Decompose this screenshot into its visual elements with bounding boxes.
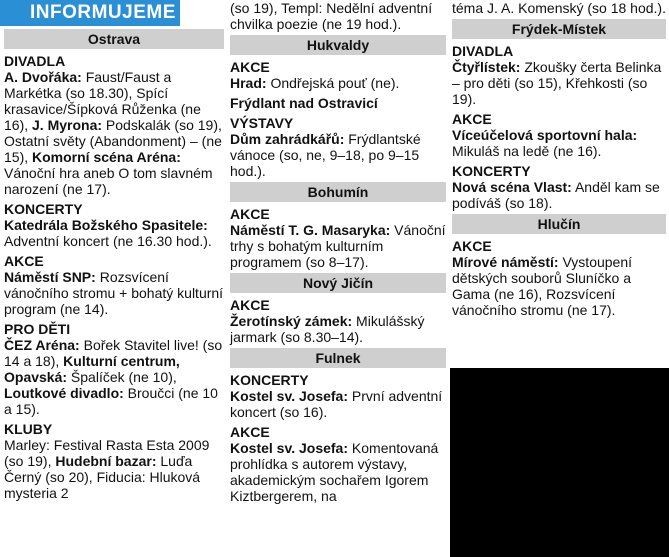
section-heading: AKCE [4, 253, 44, 269]
venue-name: J. Myrona: [32, 117, 103, 133]
venue-name: Katedrála Božského Spasitele: [4, 217, 208, 233]
section-heading: AKCE [452, 111, 492, 127]
city-header: Ostrava [4, 29, 224, 49]
listing-detail: Špalíček (ne 10), [67, 369, 177, 385]
listing-detail: Marley: Festival Rasta Esta 2009 (so 19), [4, 437, 210, 469]
listing-detail: Anděl kam se podíváš (so 18). [452, 179, 660, 211]
listing-text [230, 440, 446, 504]
listing-text [230, 222, 446, 270]
listing-text [4, 269, 224, 317]
section-heading: KONCERTY [4, 201, 83, 217]
column-1 [4, 26, 224, 501]
listing-text [452, 59, 666, 107]
section-heading: VÝSTAVY [230, 115, 294, 131]
column-3 [452, 0, 666, 318]
venue-name: Víceúčelová sportovní hala: [452, 127, 638, 143]
section-heading: PRO DĚTI [4, 321, 71, 337]
city-header: Hukvaldy [230, 35, 446, 55]
listing-text [452, 127, 666, 159]
listing-detail: Zkoušky čerta Belinka – pro děti (so 15), Křehkosti (so 19). [452, 59, 662, 107]
city-header: Fulnek [230, 348, 446, 368]
listing-detail: Mikuláš na ledě (ne 16). [452, 143, 602, 159]
place-name: Frýdlant nad Ostravicí [230, 95, 378, 111]
venue-name: Kulturní centrum, Opavská: [4, 353, 180, 385]
listing-text [452, 254, 666, 318]
section-heading: KLUBY [4, 421, 53, 437]
venue-name: Dům zahrádkářů: [230, 131, 345, 147]
section-heading: DIVADLA [452, 43, 514, 59]
city-header: Frýdek-Místek [452, 19, 666, 39]
venue-name: Hudební bazar: [55, 453, 157, 469]
listing-detail: Luďa Černý (so 20), [4, 453, 193, 485]
venue-name: Komorní scéna Aréna: [32, 149, 181, 165]
city-header: Nový Jičín [230, 273, 446, 293]
venue-name: Náměstí T. G. Masaryka: [230, 222, 391, 238]
listing-detail: Podskalák (so 19), Ostatní světy (Abandonment) – (ne 15), [4, 117, 222, 165]
venue-name: ČEZ Aréna: [4, 337, 80, 353]
listing-detail: Faust/Faust a Markétka (so 18.30), Spící krasavice/Šípková Růženka (ne 16), [4, 69, 201, 133]
listing-detail: Vystoupení dětských souborů Sluníčko a Gama (ne 16), Rozsvícení vánočního stromu (ne 17). [452, 254, 633, 318]
listing-detail: První adventní koncert (so 16). [230, 388, 443, 420]
venue-name: Čtyřlístek: [452, 59, 521, 75]
city-header: Bohumín [230, 182, 446, 202]
continued-text: (so 19), Templ: Nedělní adventní chvilka poezie (ne 19 hod.). [230, 0, 433, 32]
venue-name: Žerotínský zámek: [230, 313, 353, 329]
section-heading: DIVADLA [4, 53, 66, 69]
section-heading: KONCERTY [452, 163, 531, 179]
venue-name: Nová scéna Vlast: [452, 179, 572, 195]
listing-text [230, 75, 446, 91]
listing-detail: Mikulášský jarmark (so 8.30–14). [230, 313, 425, 345]
venue-name: Kostel sv. Josefa: [230, 388, 349, 404]
listing-detail: Adventní koncert (ne 16.30 hod.). [4, 233, 212, 249]
listing-detail: Ondřejská pouť (ne). [266, 75, 400, 91]
listing-text [4, 437, 224, 501]
listing-detail: Frýdlantské vánoce (so, ne, 9–18, po 9–15 hod.). [230, 131, 421, 179]
section-heading: AKCE [230, 59, 270, 75]
venue-name: A. Dvořáka: [4, 69, 82, 85]
listing-detail: Vánoční hra aneb O tom slavném narození (ne 17). [4, 165, 213, 197]
listing-detail: Komentovaná prohlídka s autorem výstavy, akademickým sochařem Igorem Kiztbergerem, na [230, 440, 439, 504]
listing-text [4, 337, 224, 417]
section-heading: AKCE [452, 238, 492, 254]
redaction-block [450, 368, 669, 557]
listing-detail: Bořek Stavitel live! (so 14 a 18), [4, 337, 223, 369]
masthead: INFORMUJEME [0, 0, 180, 26]
section-heading: KONCERTY [230, 372, 309, 388]
listing-detail: Rozsvícení vánočního stromu + bohatý kulturní program (ne 14). [4, 269, 224, 317]
section-heading: AKCE [230, 206, 270, 222]
venue-name: Kostel sv. Josefa: [230, 440, 349, 456]
listing-detail: Vánoční trhy s bohatým kulturním programem (so 8–17). [230, 222, 446, 270]
section-heading: AKCE [230, 424, 270, 440]
venue-name: Náměstí SNP: [4, 269, 96, 285]
listing-text [230, 388, 446, 420]
section-heading: AKCE [230, 297, 270, 313]
column-2 [230, 0, 446, 504]
venue-name: Hrad: [230, 75, 267, 91]
listing-text [4, 217, 224, 249]
listing-text [230, 131, 446, 179]
continued-text: téma J. A. Komenský (so 18 hod.). [452, 0, 666, 16]
listing-text [452, 179, 666, 211]
listing-detail: Fiducia: Hluková mysteria 2 [4, 469, 201, 501]
listing-text [4, 69, 224, 197]
venue-name: Mírové náměstí: [452, 254, 559, 270]
venue-name: Loutkové divadlo: [4, 385, 124, 401]
listing-detail: Broučci (ne 10 a 15). [4, 385, 218, 417]
listing-text [230, 313, 446, 345]
city-header: Hlučín [452, 214, 666, 234]
